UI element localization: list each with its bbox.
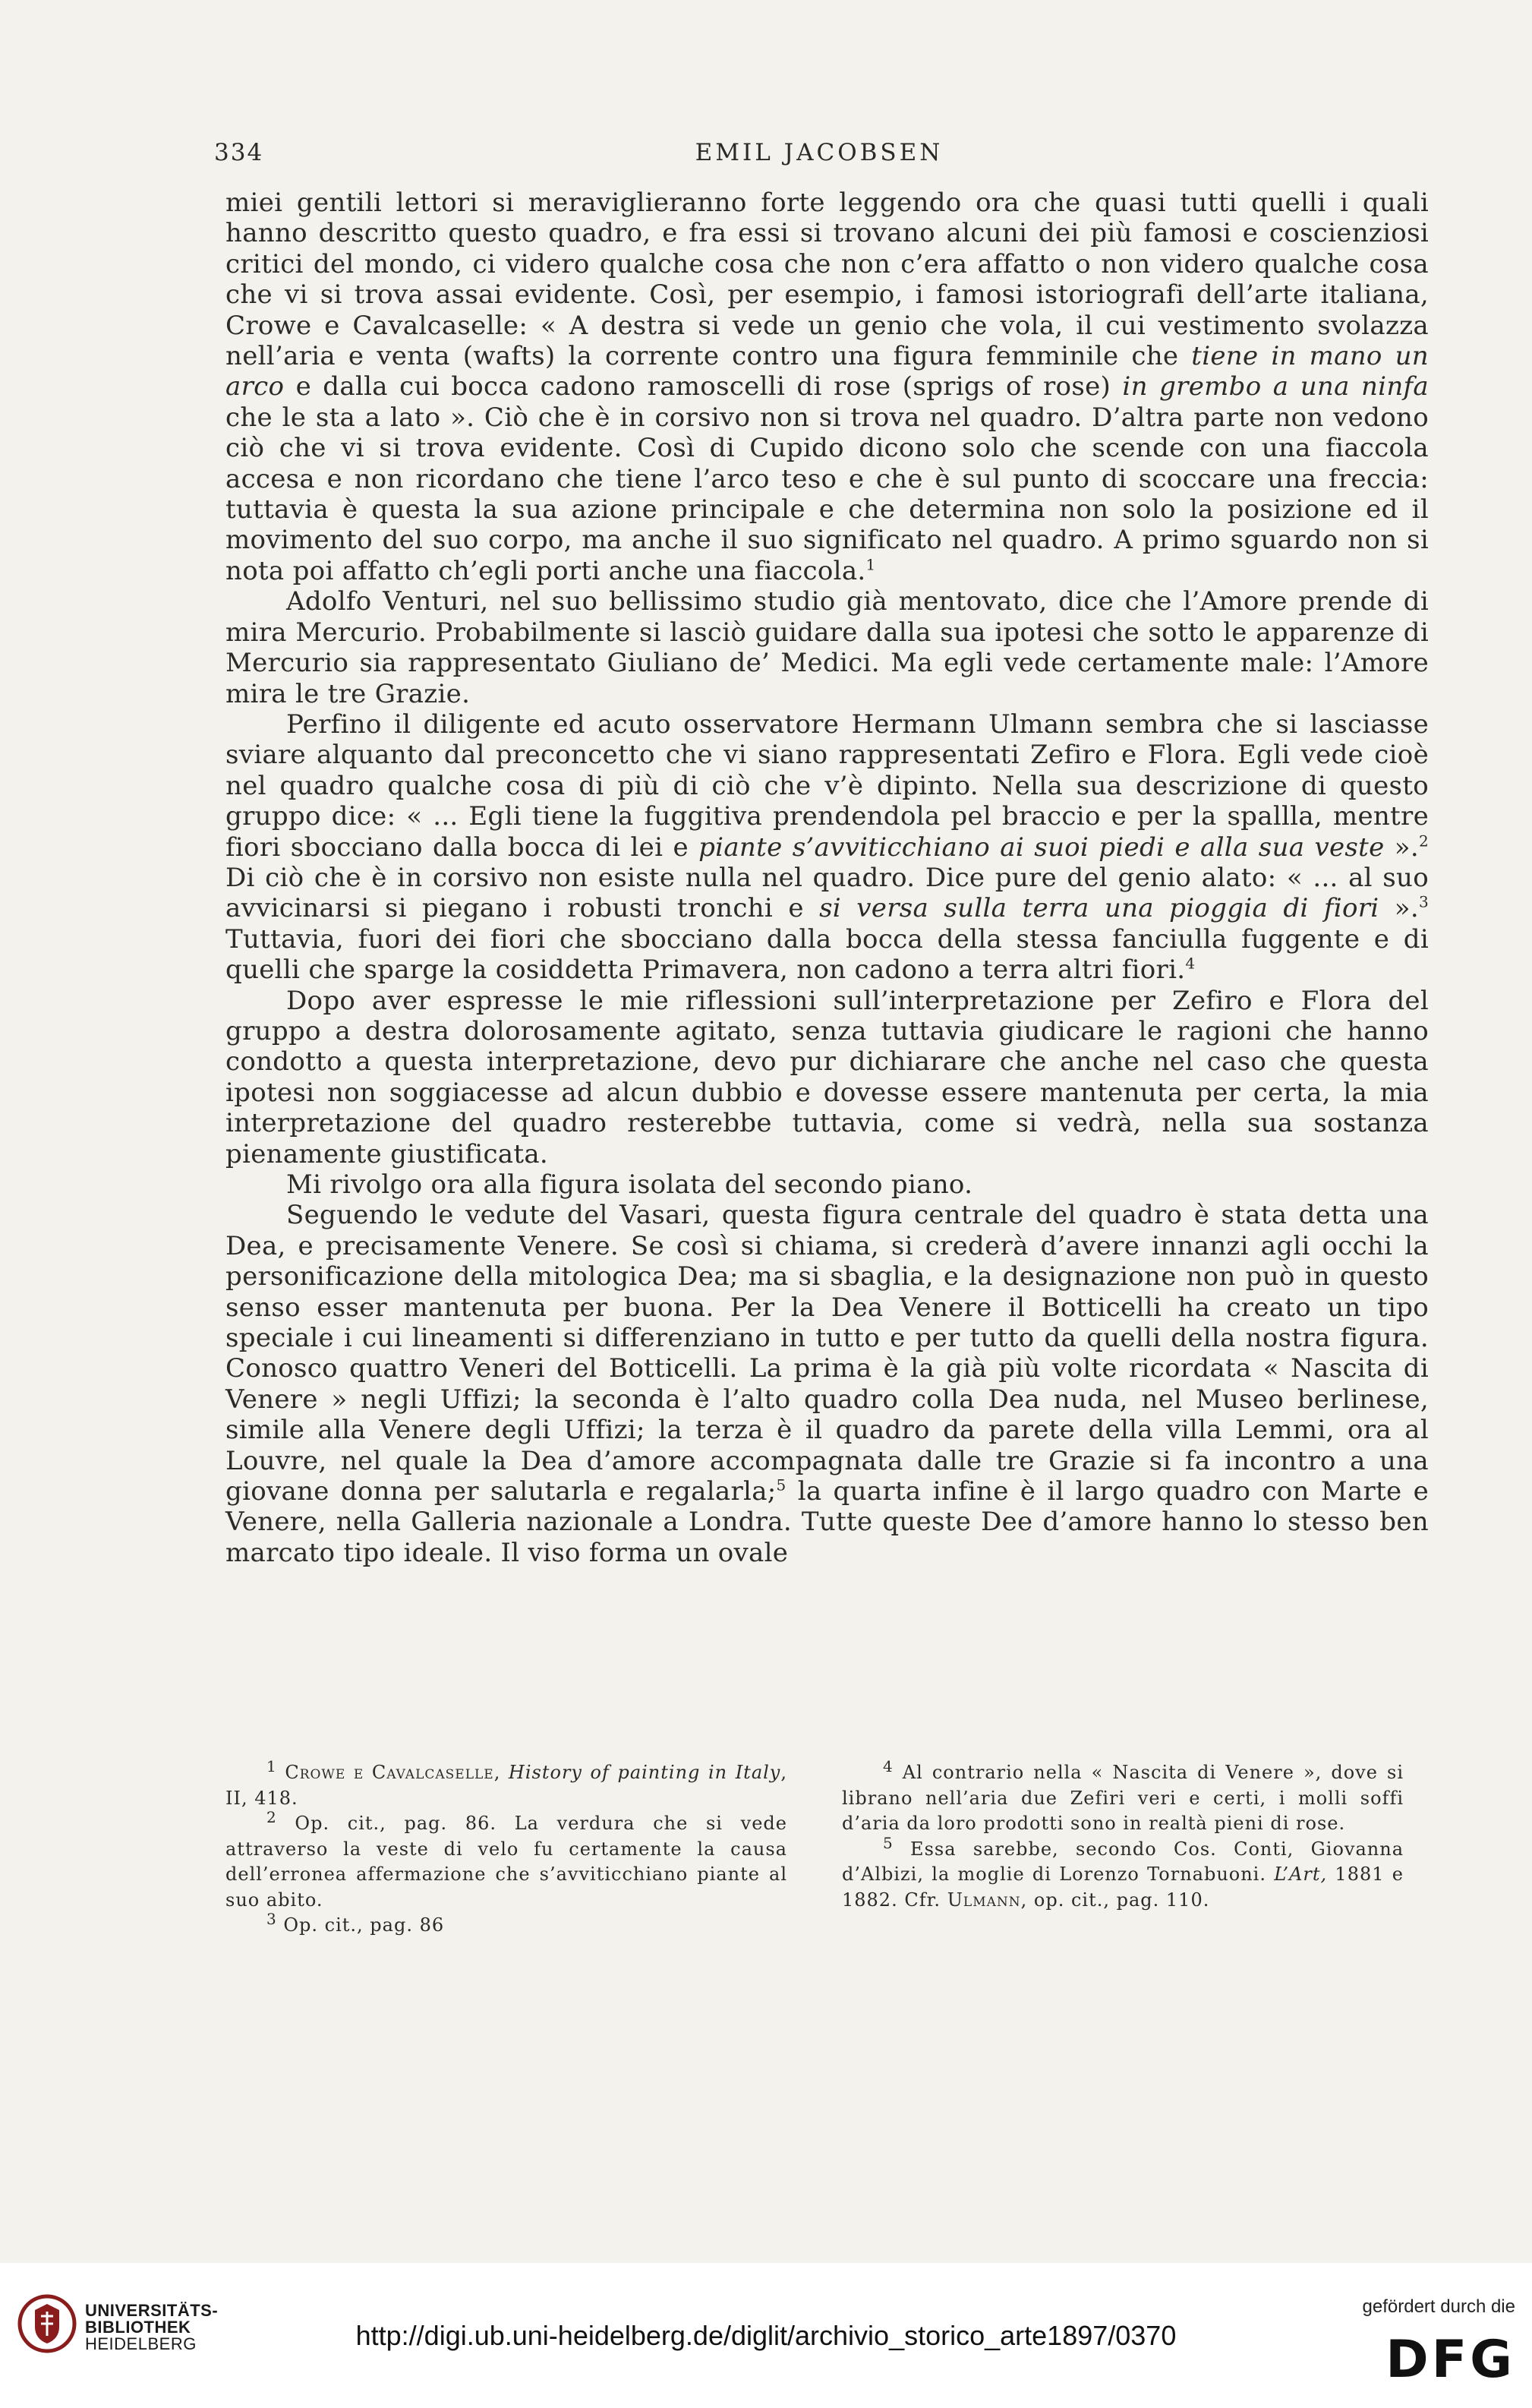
footnote-2-text: Op. cit., pag. 86. La verdura che si vede attraverso la veste di velo fu certamente la causa dell’erronea affermazione che s’avviticchiano piante al suo abito.	[225, 1813, 787, 1911]
running-head	[214, 139, 1424, 169]
paragraph-3-text-b: ».	[1384, 832, 1419, 863]
paragraph-1-text-b: e dalla cui bocca cadono ramoscelli di rose (sprigs of rose)	[284, 371, 1123, 402]
footnote-4	[842, 1757, 1404, 1837]
institution-line-3: HEIDELBERG	[85, 2334, 197, 2353]
paragraph-4: Dopo aver espresse le mie riflessioni sull’interpretazione per Zefiro e Flora del gruppo a destra dolorosamente agitato, senza tuttavia giudicare le ragioni che hanno condotto a questa interpretazione, devo pur dichiarare che anche nel caso che questa ipotesi non soggiacesse ad alcun dubbio e dovesse essere mantenuta per certa, la mia interpretazione del quadro resterebbe tuttavia, come si vedrà, nella sua sostanza pienamente giustificata.	[225, 985, 1429, 1169]
footnote-5-text-b: 1881 e 1882. Cfr.	[842, 1864, 1404, 1911]
footnotes-right-column	[842, 1757, 1404, 1913]
footnote-ref-2[interactable]: 2	[1418, 832, 1429, 851]
footnote-ref-4[interactable]: 4	[1185, 954, 1196, 973]
dfg-logo: DFG	[1385, 2330, 1515, 2390]
footnote-1-sep: ,	[493, 1762, 509, 1783]
footnotes-left-column	[225, 1757, 788, 1939]
paragraph-3-italic-1: piante s’avviticchiano ai suoi piedi e alla sua veste	[698, 832, 1385, 863]
paragraph-1-text-a: miei gentili lettori si meraviglieranno forte leggendo ora che quasi tutti quelli i quali hanno descritto questo quadro, e fra essi si trovano alcuni dei più famosi e coscienziosi critici del mondo, ci videro qualche cosa che non c’era affatto o non videro qualche cosa che vi si trova assai evidente. Così, per esempio, i famosi istoriografi dell’arte italiana, Crowe e Cavalcaselle: « A destra si vede un genio che vola, il cui vestimento svolazza nell’aria e venta (wafts) la corrente contro una figura femminile che	[225, 188, 1429, 372]
funding-note: gefördert durch die	[1362, 2296, 1515, 2317]
footnote-1-rest: , II, 418.	[225, 1762, 788, 1809]
footnote-3-text: Op. cit., pag. 86	[276, 1914, 445, 1936]
footnote-ref-3[interactable]: 3	[1418, 893, 1429, 912]
paragraph-3	[225, 709, 1429, 986]
paragraph-5: Mi rivolgo ora alla figura isolata del secondo piano.	[286, 1169, 973, 1200]
footnote-ref-5[interactable]: 5	[776, 1475, 786, 1494]
footnote-2	[225, 1808, 787, 1913]
page-number: 334	[214, 139, 264, 166]
body-text	[225, 188, 1429, 1568]
paragraph-3-italic-2: si versa sulla terra una pioggia di fiori	[819, 893, 1379, 924]
footnote-ref-1[interactable]: 1	[865, 555, 876, 574]
footnote-5	[842, 1833, 1404, 1914]
paragraph-3-text-e: Tuttavia, fuori dei fiori che sbocciano dalla bocca della stessa fanciulla fuggente e di quelli che sparge la cosiddetta Primavera, non cadono a terra altri fiori.	[225, 923, 1429, 986]
footnote-4-number: 4	[883, 1757, 894, 1775]
footnote-5-number: 5	[883, 1833, 894, 1852]
paragraph-3-text-d: ».	[1379, 893, 1419, 924]
institution-line-1: UNIVERSITÄTS-	[85, 2301, 219, 2320]
paragraph-1-italic-2: in grembo a una ninfa	[1122, 371, 1430, 402]
paragraph-6	[225, 1200, 1429, 1568]
running-head-author: EMIL JACOBSEN	[695, 139, 944, 166]
footnote-1-number: 1	[266, 1757, 277, 1775]
footnote-5-journal: L’Art,	[1274, 1864, 1328, 1885]
footnote-5-author: Ulmann	[947, 1889, 1021, 1911]
paragraph-1	[225, 188, 1429, 586]
footnote-3	[225, 1910, 787, 1939]
source-url-link[interactable]: http://digi.ub.uni-heidelberg.de/diglit/archivio_storico_arte1897/0370	[355, 2320, 1177, 2351]
paragraph-3-text-a: Perfino il diligente ed acuto osservatore Hermann Ulmann sembra che si lasciasse sviare alquanto dal preconcetto che vi siano rappresentati Zefiro e Flora. Egli vede cioè nel quadro qualche cosa di più di ciò che v’è dipinto. Nella sua descrizione di questo gruppo dice: « ... Egli tiene la fuggitiva prendendola pel braccio e per la spallla, mentre fiori sbocciano dalla bocca di lei e	[225, 709, 1429, 863]
paragraph-2: Adolfo Venturi, nel suo bellissimo studio già mentovato, dice che l’Amore prende di mira Mercurio. Probabilmente si lasciò guidare dalla sua ipotesi che sotto le apparenze di Mercurio sia rappresentato Giuliano de’ Medici. Ma egli vede certamente male: l’Amore mira le tre Grazie.	[225, 586, 1429, 709]
footnote-2-number: 2	[266, 1808, 277, 1826]
footnote-3-number: 3	[266, 1910, 277, 1928]
footnote-5-text-a: Essa sarebbe, secondo Cos. Conti, Giovanna d’Albizi, la moglie di Lorenzo Tornabuoni.	[842, 1838, 1404, 1885]
paragraph-6-text-b: la quarta infine è il largo quadro con Marte e Venere, nella Galleria nazionale a Londra. Tutte queste Dee d’amore hanno lo stesso ben marcato tipo ideale. Il viso forma un ovale	[225, 1476, 1429, 1568]
footnote-1-title: History of painting in Italy	[508, 1762, 781, 1783]
paragraph-1-italic-1: tiene in mano un arco	[225, 341, 1429, 402]
footnote-5-text-c: , op. cit., pag. 110.	[1020, 1889, 1210, 1911]
paragraph-3-text-c: Di ciò che è in corsivo non esiste nulla nel quadro. Dice pure del genio alato: « ... al suo avvicinarsi si piegano i robusti tronchi e	[225, 862, 1429, 924]
footnote-1	[225, 1757, 788, 1811]
digitization-footer	[0, 2263, 1532, 2408]
paragraph-1-text-c: che le sta a lato ». Ciò che è in corsivo non si trova nel quadro. D’altra parte non vedono ciò che vi si trova evidente. Così di Cupido dicono solo che scende con una fiaccola accesa e non ricordano che tiene l’arco teso e che è sul punto di scoccare una freccia: tuttavia è questa la sua azione principale e che determina non solo la posizione ed il movimento del suo corpo, ma anche il suo significato nel quadro. A primo sguardo non si nota poi affatto ch’egli porti anche una fiaccola.	[225, 402, 1429, 586]
footnote-4-text: Al contrario nella « Nascita di Venere », dove si librano nell’aria due Zefiri veri e certi, i molli soffi d’aria da loro prodotti sono in realtà pieni di rose.	[842, 1762, 1404, 1834]
paragraph-6-text-a: Seguendo le vedute del Vasari, questa figura centrale del quadro è stata detta una Dea, e precisamente Venere. Se così si chiama, si crederà d’avere innanzi agli occhi la personificazione della mitologica Dea; ma si sbaglia, e la designazione non può in questo senso esser mantenuta per buona. Per la Dea Venere il Botticelli ha creato un tipo speciale i cui lineamenti si differenziano in tutto e per tutto da quelli della nostra figura. Conosco quattro Veneri del Botticelli. La prima è la già più volte ricordata « Nascita di Venere » negli Uffizi; la seconda è l’alto quadro colla Dea nuda, nel Museo berlinese, simile alla Venere degli Uffizi; la terza è il quadro da parete della villa Lemmi, ora al Louvre, nel quale la Dea d’amore accompagnata dalle tre Grazie si fa incontro a una giovane donna per salutarla e regalarla;	[225, 1200, 1429, 1507]
institution-line-2: BIBLIOTHEK	[85, 2318, 191, 2337]
footnote-1-authors: Crowe e Cavalcaselle	[285, 1762, 494, 1783]
